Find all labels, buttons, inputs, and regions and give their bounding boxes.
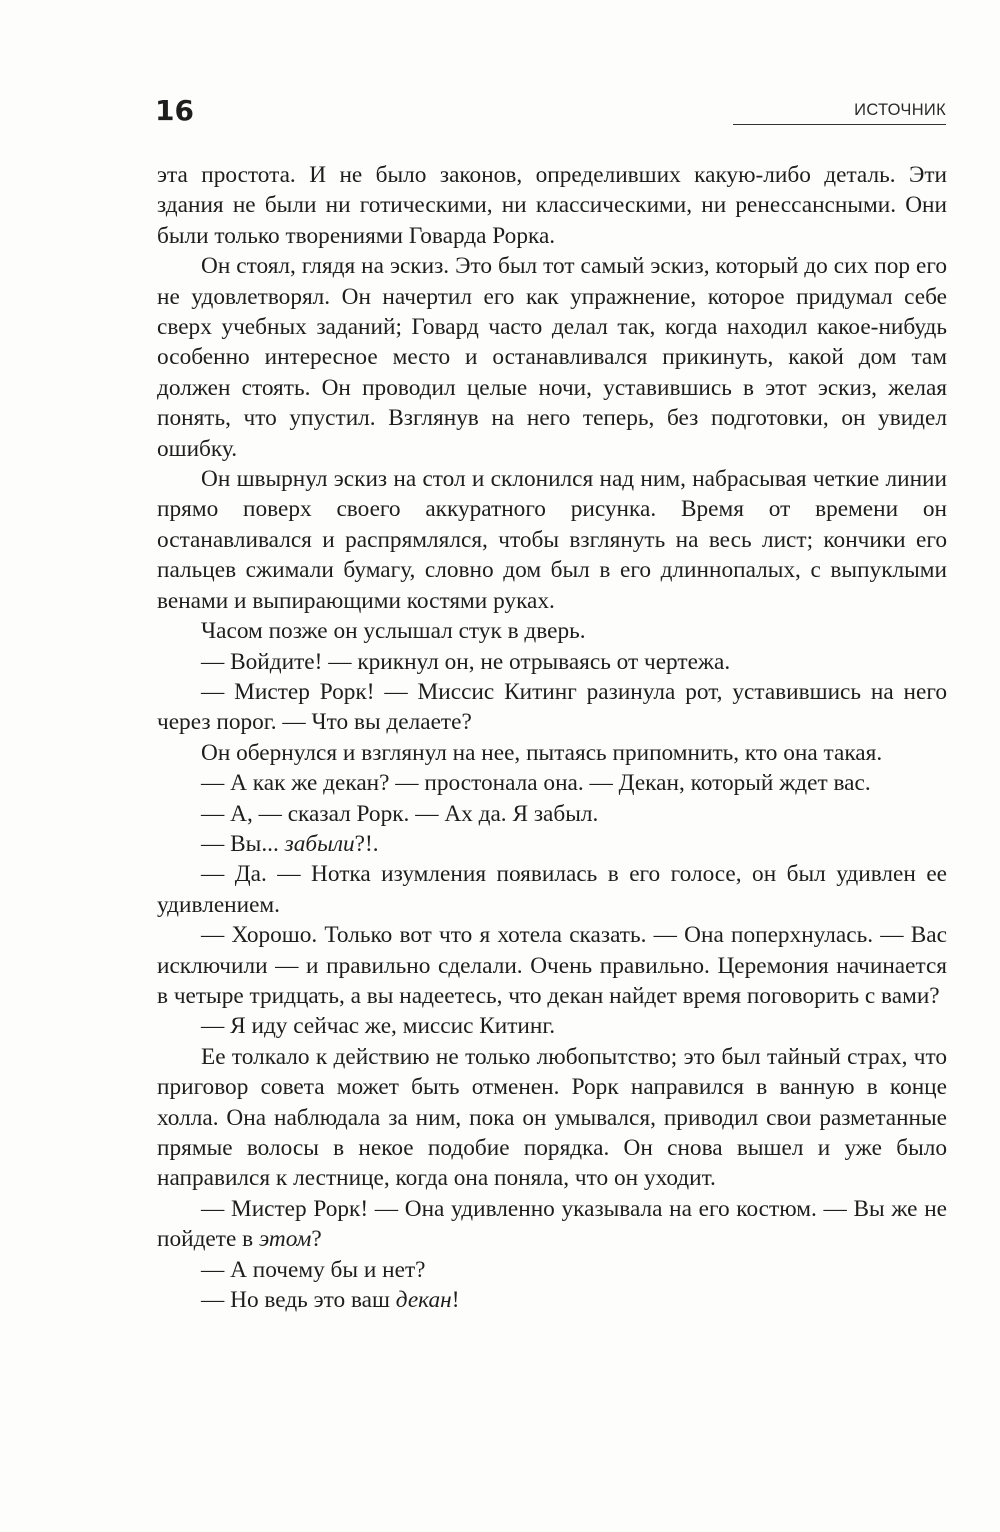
paragraph-text: ?!. xyxy=(354,830,379,857)
paragraph: Он обернулся и взглянул на нее, пытаясь припомнить, кто она такая. xyxy=(201,739,883,766)
paragraph-text: — Мистер Рорк! — Она удивленно указывала на его костюм. — Вы же не пойдете в xyxy=(157,1195,947,1253)
paragraph: — Да. — Нотка изумления появилась в его голосе, он был удивлен ее удивлением. xyxy=(157,861,947,918)
paragraph xyxy=(157,1285,947,1315)
paragraph-text: ! xyxy=(451,1287,460,1314)
paragraph: эта простота. И не было законов, определивших какую-либо деталь. Эти здания не были ни готическими, ни классическими, ни ренессансными. Они были только творениями Говарда Рорка. xyxy=(157,162,947,249)
paragraph: — А почему бы и нет? xyxy=(201,1256,426,1283)
running-title: ИСТОЧНИК xyxy=(854,101,946,119)
header-rule xyxy=(733,124,946,125)
paragraph-emphasis: декан xyxy=(395,1287,452,1314)
paragraph: Часом позже он услышал стук в дверь. xyxy=(201,618,586,645)
page-number: 16 xyxy=(155,94,194,127)
body-text xyxy=(157,160,947,1315)
paragraph: — А, — сказал Рорк. — Ах да. Я забыл. xyxy=(201,800,599,827)
paragraph-emphasis: этом xyxy=(258,1226,312,1253)
paragraph xyxy=(157,829,947,859)
paragraph-emphasis: забыли xyxy=(284,830,355,857)
paragraph-text: — Вы... xyxy=(201,830,285,857)
paragraph-text: ? xyxy=(311,1226,322,1253)
paragraph-text: — Но ведь это ваш xyxy=(201,1287,396,1314)
paragraph: Ее толкало к действию не только любопытство; это был тайный страх, что приговор совета может быть отменен. Рорк направился в ванную в конце холла. Она наблюдала за ним, пока он умывался, приводил свои разметанные прямые волосы в некое подобие порядка. Он снова вышел и уже было направился к лестнице, когда она поняла, что он уходит. xyxy=(157,1043,947,1192)
paragraph: Он швырнул эскиз на стол и склонился над ним, набрасывая четкие линии прямо поверх своего аккуратного рисунка. Время от времени он останавливался и распрямлялся, чтобы взглянуть на весь лист; кончики его пальцев сжимали бумагу, словно дом был в его длиннопалых, с выпуклыми венами и выпирающими костями руках. xyxy=(157,466,947,614)
paragraph xyxy=(157,1194,947,1255)
paragraph: — Мистер Рорк! — Миссис Китинг разинула рот, уставившись на него через порог. — Что вы делаете? xyxy=(157,678,947,736)
paragraph: — А как же декан? — простонала она. — Декан, который ждет вас. xyxy=(201,770,871,797)
paragraph: Он стоял, глядя на эскиз. Это был тот самый эскиз, который до сих пор его не удовлетворял. Он начертил его как упражнение, которое придумал себе сверх учебных заданий; Говард часто делал так, когда находил какое-нибудь особенно интересное место и останавливался прикинуть, какой дом там должен стоять. Он проводил целые ночи, уставившись в этот эскиз, желая понять, что упустил. Взглянув на него теперь, без подготовки, он увидел ошибку. xyxy=(157,253,947,462)
paragraph: — Я иду сейчас же, миссис Китинг. xyxy=(201,1013,556,1040)
paragraph: — Войдите! — крикнул он, не отрываясь от чертежа. xyxy=(201,648,731,675)
paragraph: — Хорошо. Только вот что я хотела сказать. — Она поперхнулась. — Вас исключили — и правильно сделали. Очень правильно. Церемония начинается в четыре тридцать, а вы надеетесь, что декан найдет время поговорить с вами? xyxy=(157,922,947,1009)
